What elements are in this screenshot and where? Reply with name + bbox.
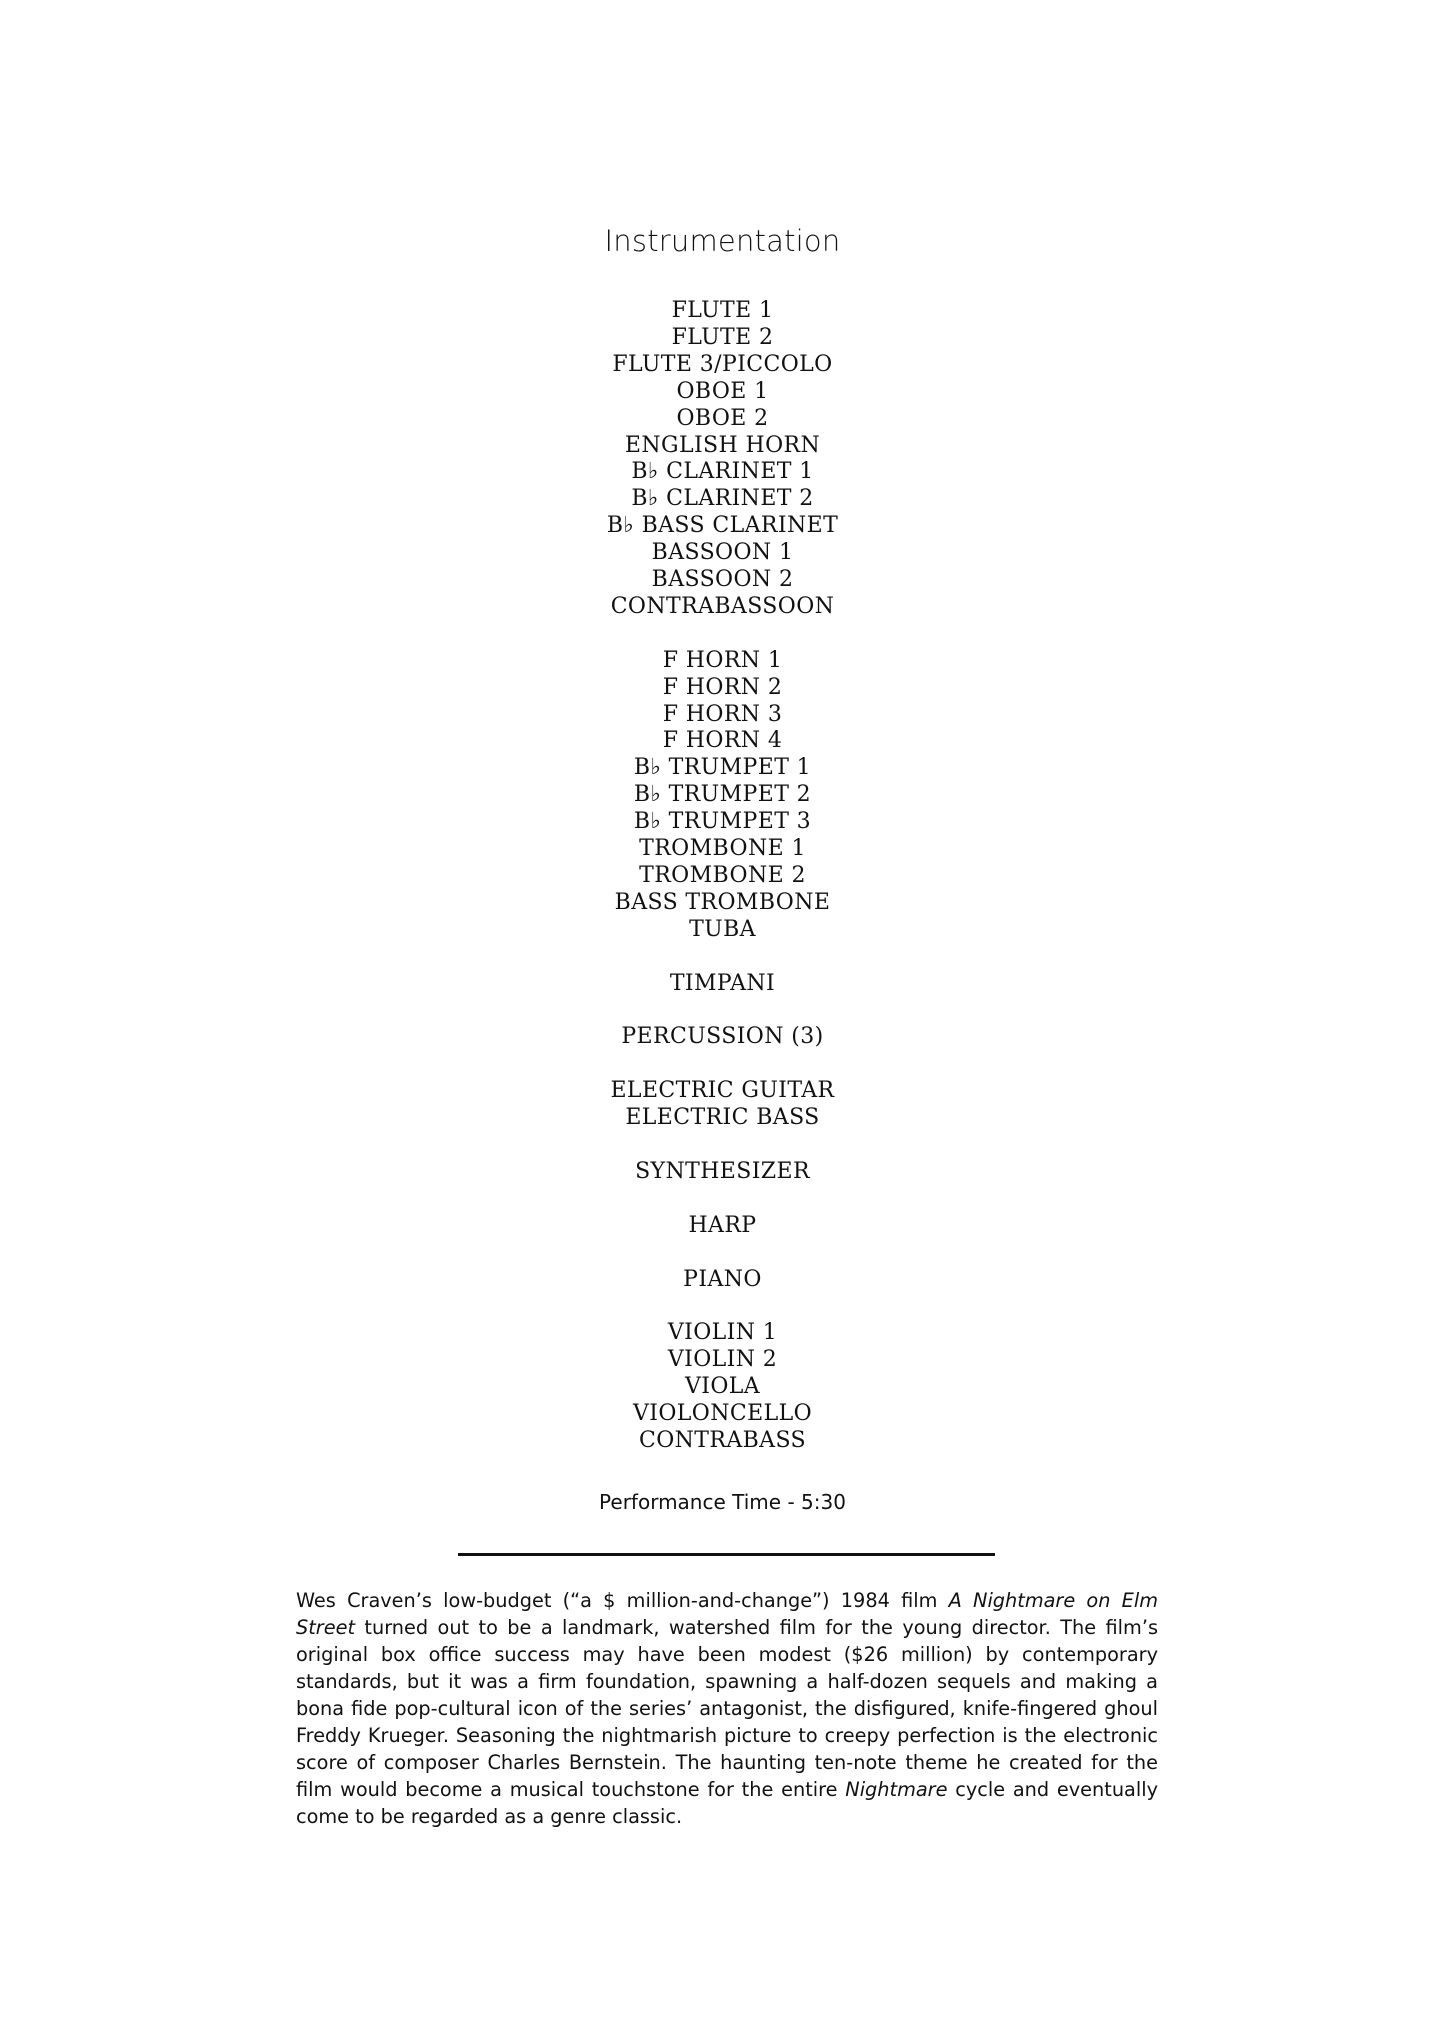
cycle-name: Nightmare xyxy=(845,1778,948,1801)
program-note xyxy=(296,1587,1158,1830)
instrument-item: F HORN 3 xyxy=(662,701,783,727)
section-spacer xyxy=(0,621,1445,648)
performance-time: Performance Time - 5:30 xyxy=(599,1490,846,1514)
instrument-item: VIOLIN 1 xyxy=(667,1320,778,1346)
instrument-list xyxy=(0,298,1445,1455)
instrument-item: ELECTRIC GUITAR xyxy=(610,1078,835,1104)
page-title: Instrumentation xyxy=(604,224,841,258)
instrument-item: B♭ CLARINET 1 xyxy=(631,459,814,485)
instrument-item: HARP xyxy=(688,1212,757,1238)
instrument-item: VIOLA xyxy=(684,1374,761,1400)
instrument-item: PIANO xyxy=(683,1266,762,1292)
section-spacer xyxy=(0,1186,1445,1213)
instrument-item: SYNTHESIZER xyxy=(635,1158,810,1184)
instrument-item: BASSOON 2 xyxy=(651,567,794,593)
instrument-item: TUBA xyxy=(689,916,756,942)
instrument-item: FLUTE 2 xyxy=(671,324,774,350)
instrument-item: BASSOON 1 xyxy=(651,540,794,566)
instrument-item: CONTRABASS xyxy=(638,1427,807,1453)
instrument-item: TROMBONE 1 xyxy=(639,836,806,862)
instrument-item: BASS TROMBONE xyxy=(614,889,831,915)
instrument-item: F HORN 4 xyxy=(662,728,783,754)
instrument-item: TROMBONE 2 xyxy=(639,863,806,889)
instrument-item: B♭ CLARINET 2 xyxy=(631,486,814,512)
instrument-item: OBOE 1 xyxy=(676,378,769,404)
instrument-item: F HORN 1 xyxy=(662,647,783,673)
instrument-item: B♭ TRUMPET 3 xyxy=(633,809,812,835)
instrument-item: OBOE 2 xyxy=(676,405,769,431)
instrument-item: VIOLONCELLO xyxy=(632,1401,813,1427)
section-spacer xyxy=(0,998,1445,1025)
instrument-item: CONTRABASSOON xyxy=(610,593,835,619)
instrument-item: VIOLIN 2 xyxy=(667,1347,778,1373)
film-title: A Nightmare on Elm Street xyxy=(296,1589,1159,1639)
instrument-item: TIMPANI xyxy=(669,970,776,996)
instrument-item: FLUTE 1 xyxy=(671,298,774,323)
instrument-item: ELECTRIC BASS xyxy=(625,1105,820,1131)
divider-line xyxy=(458,1553,995,1556)
section-spacer xyxy=(0,1051,1445,1078)
instrument-item: PERCUSSION (3) xyxy=(621,1024,824,1050)
instrument-item: FLUTE 3/PICCOLO xyxy=(612,351,833,377)
program-note-text: Wes Craven’s low-budget (“a $ million-and-change”) 1984 film xyxy=(296,1589,949,1612)
instrument-item: B♭ BASS CLARINET xyxy=(606,513,839,539)
instrument-item: B♭ TRUMPET 2 xyxy=(633,782,812,808)
section-spacer xyxy=(0,1240,1445,1267)
program-note-text: turned out to be a landmark, watershed film for the young director. The film’s original box office success may have been modest ($26 million) by contemporary standards, but it was a firm foundation, spawning a half-dozen sequels and making a bona fide pop-cultural icon of the series’ antagonist, the disfigured, knife-fingered ghoul Freddy Krueger. Seasoning the nightmarish picture to creepy perfection is the electronic score of composer Charles Bernstein. The haunting ten-note theme he created for the film would become a musical touchstone for the entire xyxy=(296,1616,1158,1801)
program-note-text: cycle and eventually come to be regarded as a genre classic. xyxy=(296,1778,1158,1828)
instrument-item: F HORN 2 xyxy=(662,674,783,700)
section-spacer xyxy=(0,1132,1445,1159)
instrument-item: ENGLISH HORN xyxy=(624,432,821,458)
section-spacer xyxy=(0,1293,1445,1320)
section-spacer xyxy=(0,944,1445,971)
instrument-item: B♭ TRUMPET 1 xyxy=(633,755,812,781)
